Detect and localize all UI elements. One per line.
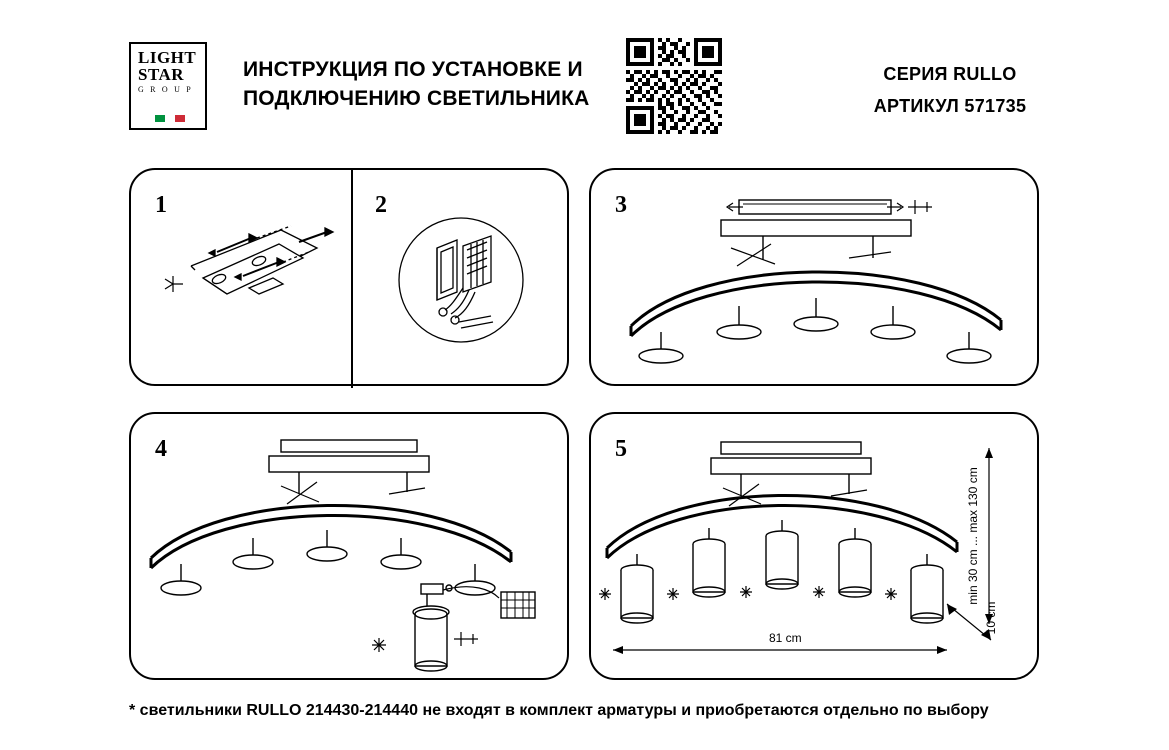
article-label: АРТИКУЛ 571735 (873, 96, 1027, 116)
panel-step-4 (129, 412, 569, 680)
logo-line-1: LIGHT (138, 48, 197, 67)
title-line-2: ПОДКЛЮЧЕНИЮ СВЕТИЛЬНИКА (243, 87, 590, 110)
step-5-illustration (591, 414, 1041, 682)
step-number-4: 4 (155, 436, 167, 462)
depth-dimension-label: 10 cm (984, 601, 998, 635)
panel-step-5 (589, 412, 1039, 680)
step-number-5: 5 (615, 436, 627, 462)
qr-code-icon (626, 38, 722, 134)
italy-flag-icon (155, 115, 185, 122)
width-dimension-label: 81 cm (769, 631, 802, 645)
brand-logo (129, 42, 207, 130)
series-label: СЕРИЯ RULLO (883, 64, 1017, 84)
step-number-2: 2 (375, 192, 387, 218)
step-4-illustration (131, 414, 571, 682)
panel-steps-1-2 (129, 168, 569, 386)
height-dimension-label: min 30 cm ... max 130 cm (966, 467, 980, 605)
step-number-1: 1 (155, 192, 167, 218)
panel-step-3 (589, 168, 1039, 386)
logo-line-2: STAR (138, 65, 185, 84)
step-2-illustration (351, 170, 571, 388)
logo-group-text: G R O U P (138, 85, 193, 94)
title-line-1: ИНСТРУКЦИЯ ПО УСТАНОВКЕ И (243, 58, 583, 81)
page-header (0, 0, 1169, 150)
page-title (243, 55, 613, 113)
product-meta (760, 58, 1140, 122)
footnote-text: * светильники RULLO 214430-214440 не входят в комплект арматуры и приобретаются отдельно по выбору (129, 702, 989, 719)
step-number-3: 3 (615, 192, 627, 218)
step-3-illustration (591, 170, 1041, 388)
